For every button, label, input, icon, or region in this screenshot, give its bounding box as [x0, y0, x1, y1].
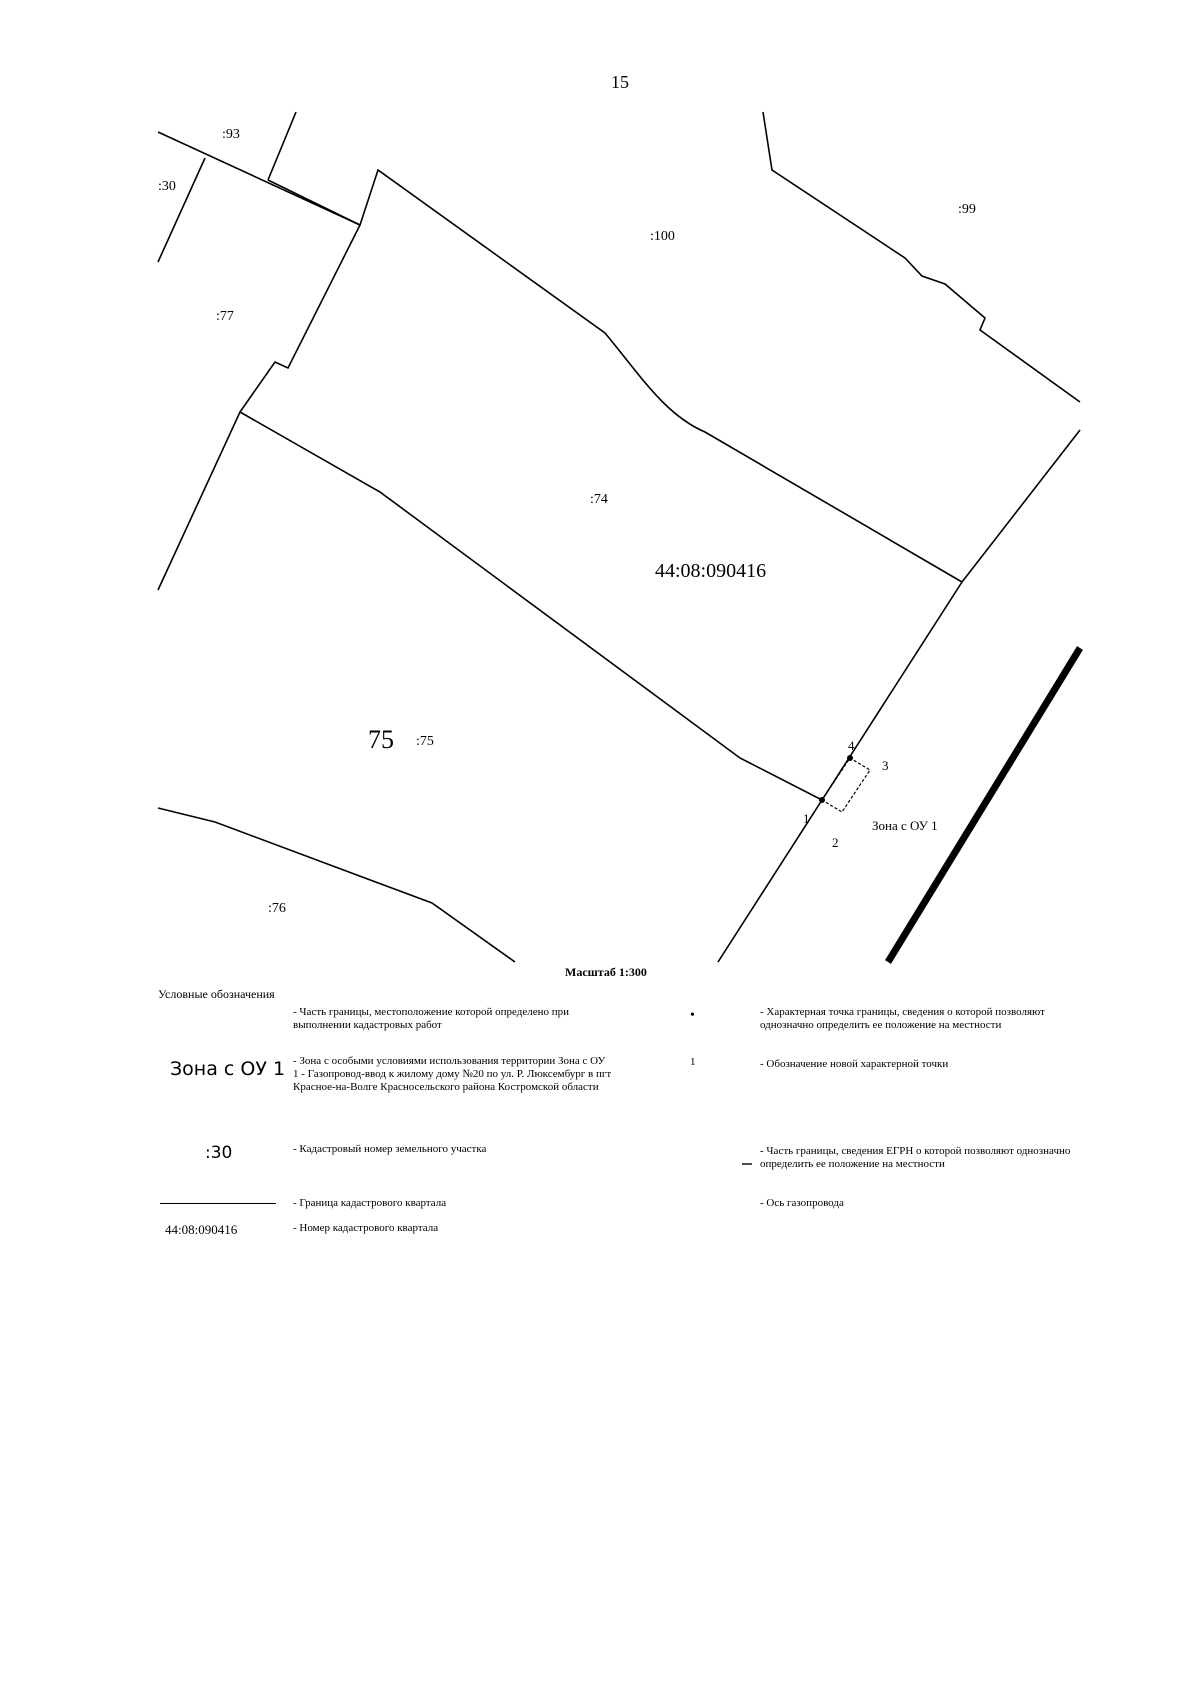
- legend-text-quarter-boundary: - Граница кадастрового квартала: [293, 1197, 447, 1209]
- parcel-label-74: :74: [590, 492, 608, 507]
- boundary-76: [158, 808, 515, 962]
- legend-symbol-char-point: •: [690, 1008, 695, 1023]
- legend-symbol-new-point: 1: [690, 1056, 696, 1068]
- parcel-label-93: :93: [222, 127, 240, 142]
- map-scale: Масштаб 1:300: [565, 965, 647, 979]
- boundary-100-east: [962, 430, 1080, 582]
- point-label-2: 2: [832, 835, 839, 850]
- boundary-99: [763, 112, 1080, 402]
- legend-text-egrn-boundary: - Часть границы, сведения ЕГРН о которой позволяют однозначно определить ее положение на местности: [760, 1145, 1071, 1170]
- point-label-4: 4: [848, 738, 855, 753]
- legend-text-zone: - Зона с особыми условиями использования территории Зона с ОУ 1 - Газопровод-ввод к жилому дому №20 по ул. Р. Люксембург в пгт Красное-на-Волге Красносельского района Костромской области: [293, 1055, 612, 1093]
- parcel-label-75: :75: [416, 734, 434, 749]
- parcel-label-99: :99: [958, 202, 976, 217]
- legend-text-new-point: - Обозначение новой характерной точки: [760, 1058, 949, 1070]
- legend-title: Условные обозначения: [158, 987, 275, 1001]
- parcel-label-30: :30: [158, 179, 176, 194]
- zone-ou1-label: Зона с ОУ 1: [872, 818, 938, 833]
- legend-text-gas-axis: - Ось газопровода: [760, 1197, 844, 1209]
- boundary-93-vertical: [268, 112, 296, 180]
- parcel-label-75-large: 75: [368, 725, 394, 754]
- quarter-number-label: 44:08:090416: [655, 560, 767, 582]
- point-label-1: 1: [803, 811, 810, 826]
- parcel-label-76: :76: [268, 901, 286, 916]
- parcel-label-100: :100: [650, 229, 675, 244]
- legend-symbol-quarter-boundary: [160, 1203, 276, 1204]
- point-1-marker: [819, 797, 825, 803]
- boundary-77: [158, 180, 360, 590]
- legend-symbol-zone: Зона с ОУ 1: [170, 1058, 286, 1080]
- point-4-marker: [847, 755, 853, 761]
- page-number: 15: [611, 72, 629, 92]
- point-label-3: 3: [882, 758, 889, 773]
- legend-text-parcel-number: - Кадастровый номер земельного участка: [293, 1143, 487, 1155]
- legend-text-quarter-number: - Номер кадастрового квартала: [293, 1222, 439, 1234]
- road-heavy-line: [888, 648, 1080, 962]
- legend-symbol-quarter-number: 44:08:090416: [165, 1222, 238, 1237]
- legend-symbol-parcel-number: :30: [205, 1143, 233, 1163]
- legend-text-char-point: - Характерная точка границы, сведения о которой позволяют однозначно определить ее положение на местности: [760, 1006, 1045, 1031]
- parcel-label-77: :77: [216, 309, 234, 324]
- legend-text-boundary-part: - Часть границы, местоположение которой определено при выполнении кадастровых работ: [293, 1006, 570, 1031]
- zone-ou1-outline: [822, 758, 870, 812]
- boundary-74-south: [240, 412, 822, 800]
- boundary-30-77: [158, 158, 205, 262]
